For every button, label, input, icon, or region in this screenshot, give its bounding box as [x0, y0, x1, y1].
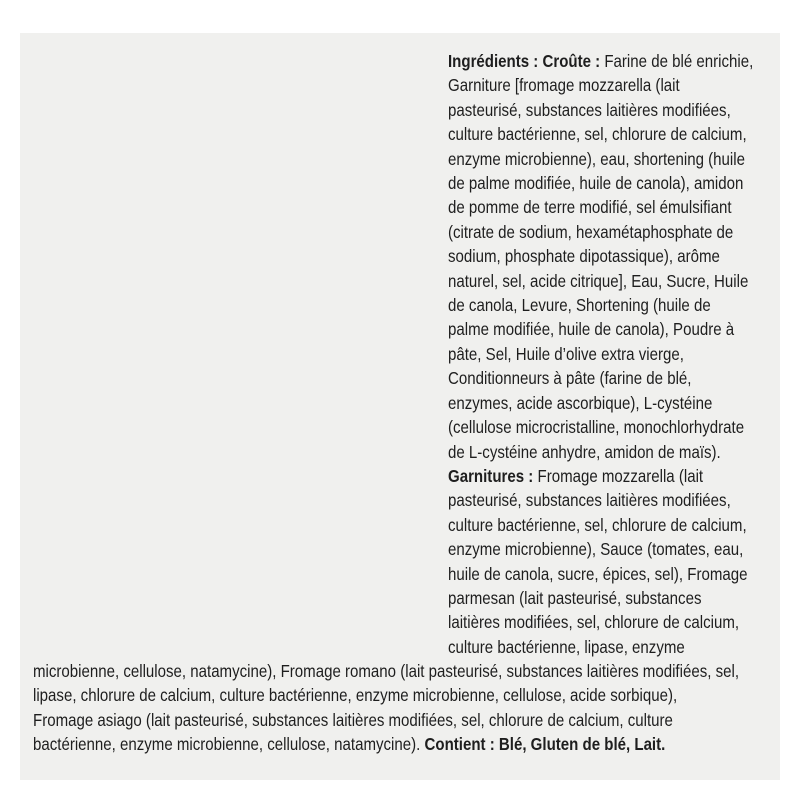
- ingredient-line: naturel, sel, acide citrique], Eau, Sucre, Huile: [448, 270, 749, 291]
- ingredient-line: de L-cystéine anhydre, amidon de maïs).: [448, 441, 721, 462]
- ingredient-line: de palme modifiée, huile de canola), amidon: [448, 173, 744, 194]
- ingredient-line: Garniture [fromage mozzarella (lait: [448, 75, 680, 96]
- ingredient-line: pasteurisé, substances laitières modifiées,: [448, 490, 731, 511]
- ingredient-line: pasteurisé, substances laitières modifiées,: [448, 99, 731, 120]
- ingredient-line: pâte, Sel, Huile d’olive extra vierge,: [448, 343, 684, 364]
- ingredient-line: enzyme microbienne), eau, shortening (huile: [448, 148, 745, 169]
- ingredient-line: (cellulose microcristalline, monochlorhydrate: [448, 417, 745, 438]
- ingredient-line: parmesan (lait pasteurisé, substances: [448, 587, 702, 608]
- ingredient-line: de pomme de terre modifié, sel émulsifiant: [448, 197, 732, 218]
- ingredient-line: culture bactérienne, lipase, enzyme: [448, 636, 685, 657]
- ingredient-line: laitières modifiées, sel, chlorure de calcium,: [448, 612, 740, 633]
- ingredient-line: microbienne, cellulose, natamycine), Fromage romano (lait pasteurisé, substances laitières modifiées, sel,: [33, 661, 740, 681]
- ingredients-full-width: [33, 659, 739, 757]
- ingredient-line: enzyme microbienne), Sauce (tomates, eau,: [448, 539, 744, 560]
- ingredient-line: bactérienne, enzyme microbienne, cellulose, natamycine). Contient : Blé, Gluten de blé, Lait.: [33, 734, 666, 755]
- ingredient-line: (citrate de sodium, hexamétaphosphate de: [448, 221, 734, 242]
- ingredients-column: [448, 49, 753, 659]
- ingredient-line: culture bactérienne, sel, chlorure de calcium,: [448, 514, 747, 535]
- ingredient-line: lipase, chlorure de calcium, culture bactérienne, enzyme microbienne, cellulose, acide sorbique),: [33, 685, 678, 706]
- ingredients-heading: Ingrédients : Croûte :: [448, 51, 601, 71]
- ingredient-line: Fromage asiago (lait pasteurisé, substances laitières modifiées, sel, chlorure de calcium, culture: [33, 709, 673, 730]
- ingredient-line: huile de canola, sucre, épices, sel), Fromage: [448, 563, 748, 584]
- ingredient-line: Garnitures : Fromage mozzarella (lait: [448, 465, 704, 486]
- ingredient-line: Ingrédients : Croûte : Farine de blé enrichie,: [448, 51, 754, 71]
- ingredient-line: enzymes, acide ascorbique), L-cystéine: [448, 392, 713, 413]
- ingredient-line: de canola, Levure, Shortening (huile de: [448, 295, 711, 316]
- garnitures-heading: Garnitures :: [448, 465, 534, 486]
- ingredient-line: sodium, phosphate dipotassique), arôme: [448, 246, 720, 267]
- ingredient-line: palme modifiée, huile de canola), Poudre à: [448, 319, 735, 340]
- allergen-statement: Contient : Blé, Gluten de blé, Lait.: [424, 734, 666, 755]
- ingredient-line: Conditionneurs à pâte (farine de blé,: [448, 368, 692, 389]
- ingredient-line: culture bactérienne, sel, chlorure de calcium,: [448, 124, 747, 145]
